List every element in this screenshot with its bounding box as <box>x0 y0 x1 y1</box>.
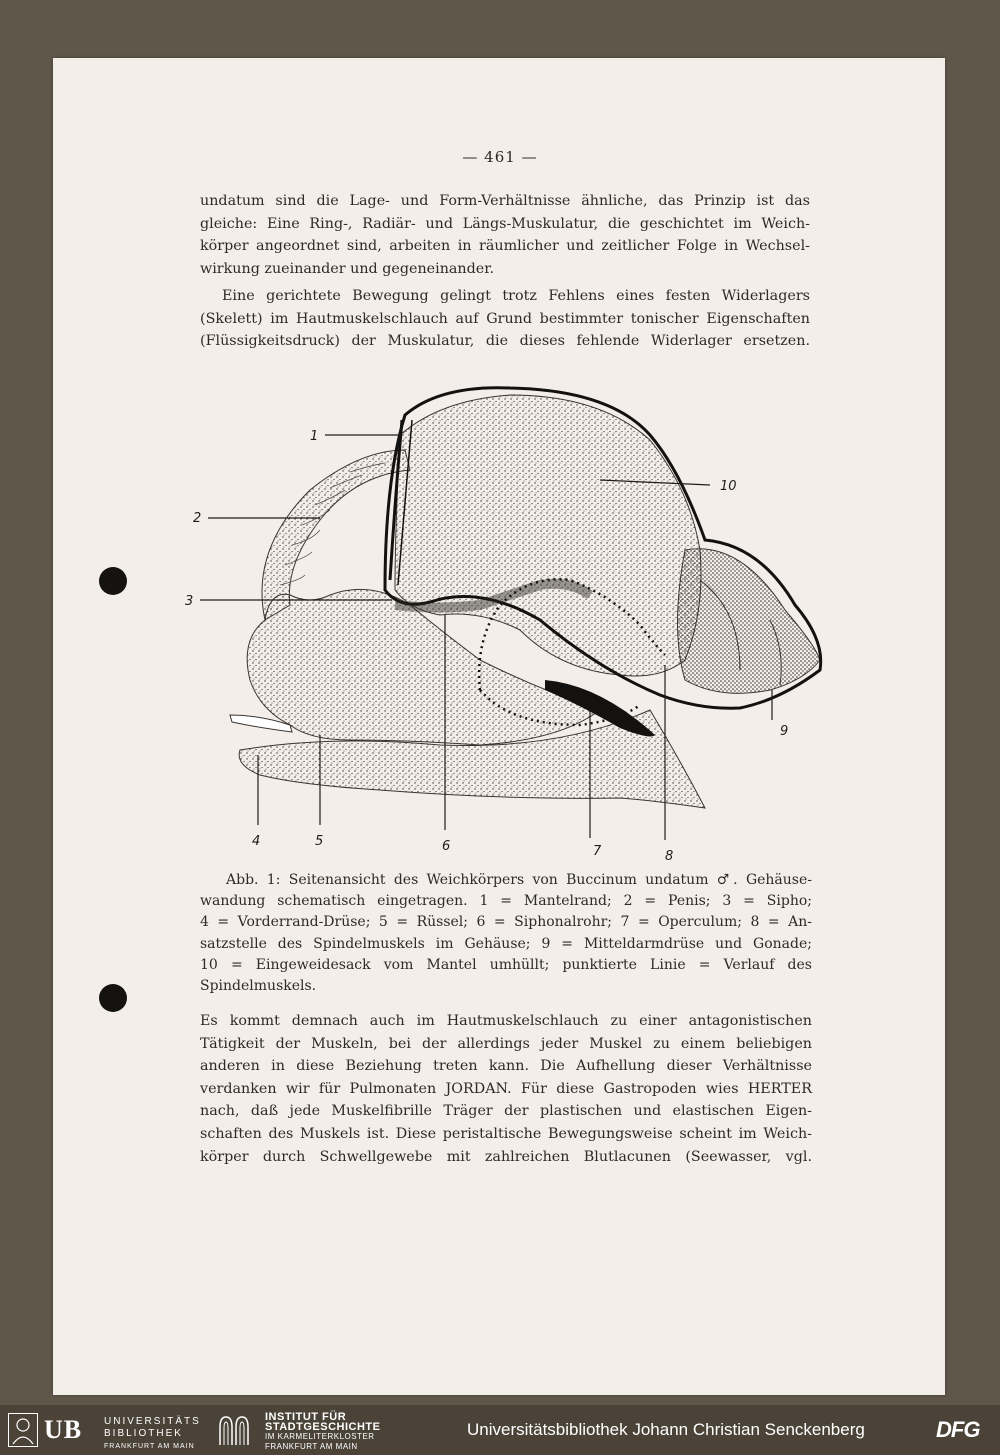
footer-bar <box>0 1405 1000 1455</box>
ub-line-1: UNIVERSITÄTS <box>104 1416 201 1427</box>
figure-label-9: 9 <box>780 724 789 739</box>
ub-abbrev: UB <box>44 1415 83 1444</box>
text-line: undatum sind die Lage- und Form-Verhältnisse ähnliche, das Prinzip ist das <box>200 193 810 209</box>
punch-hole-top <box>99 567 127 595</box>
text-line: (Flüssigkeitsdruck) der Muskulatur, die dieses fehlende Widerlager ersetzen. <box>200 333 810 350</box>
caption-line: wandung schematisch eingetragen. 1 = Mantelrand; 2 = Penis; 3 = Sipho; <box>200 893 812 910</box>
isg-line-4: FRANKFURT AM MAIN <box>265 1442 358 1451</box>
figure-label-4: 4 <box>252 834 261 849</box>
isg-line-1: INSTITUT FÜR <box>265 1411 347 1423</box>
paragraph-2 <box>200 285 810 353</box>
text-line: gleiche: Eine Ring-, Radiär- und Längs-Muskulatur, die geschichtet im Weich- <box>200 215 810 232</box>
text-line: verdanken wir für Pulmonaten JORDAN. Für diese Gastropoden wies HERTER <box>200 1080 812 1097</box>
figure-label-5: 5 <box>315 834 324 849</box>
figure-label-3: 3 <box>185 594 194 609</box>
text-line: (Skelett) im Hautmuskelschlauch auf Grund bestimmter tonischer Eigenschaften <box>200 310 810 327</box>
ub-line-3: FRANKFURT AM MAIN <box>104 1443 195 1450</box>
figure-label-2: 2 <box>193 511 202 526</box>
caption-line: Abb. 1: Seitenansicht des Weichkörpers von Buccinum undatum ♂. Gehäuse- <box>226 872 812 888</box>
text-line: nach, daß jede Muskelfibrille Träger der plastischen und elastischen Eigen- <box>200 1103 812 1120</box>
caption-line: Spindelmuskels. <box>200 978 317 995</box>
caption-line: 4 = Vorderrand-Drüse; 5 = Rüssel; 6 = Siphonalrohr; 7 = Operculum; 8 = An- <box>200 914 812 931</box>
snail-anatomy-figure <box>180 380 840 870</box>
caption-line: 10 = Eingeweidesack vom Mantel umhüllt; punktierte Linie = Verlauf des <box>200 956 812 973</box>
dfg-logo[interactable]: DFG <box>936 1417 980 1442</box>
figure-caption <box>200 870 812 997</box>
snail-illustration <box>180 380 840 870</box>
figure-label-6: 6 <box>442 839 451 854</box>
figure-label-8: 8 <box>665 849 674 864</box>
library-title[interactable]: Universitätsbibliothek Johann Christian Senckenberg <box>467 1420 865 1439</box>
paragraph-1 <box>200 190 810 280</box>
text-line: schaften des Muskels ist. Diese peristaltische Bewegungsweise scheint im Weich- <box>200 1125 812 1142</box>
text-line: anderen in diese Beziehung treten kann. Die Aufhellung dieser Verhältnisse <box>200 1058 812 1075</box>
text-line: Es kommt demnach auch im Hautmuskelschlauch zu einer antagonistischen <box>200 1013 812 1029</box>
isg-name <box>265 1412 380 1452</box>
text-line: wirkung zueinander und gegeneinander. <box>200 260 495 277</box>
caption-line: satzstelle des Spindelmuskels im Gehäuse; 9 = Mitteldarmdrüse und Gonade; <box>200 935 812 952</box>
page-number: — 461 — <box>462 148 538 166</box>
punch-hole-bottom <box>99 984 127 1012</box>
isg-line-2: STADTGESCHICHTE <box>265 1421 381 1433</box>
ub-portrait-icon <box>8 1413 38 1447</box>
isg-line-3: IM KARMELITERKLOSTER <box>265 1432 375 1441</box>
isg-building-icon[interactable] <box>218 1413 254 1447</box>
text-line: körper durch Schwellgewebe mit zahlreichen Blutlacunen (Seewasser, vgl. <box>200 1148 812 1165</box>
figure-label-1: 1 <box>310 429 319 444</box>
figure-label-7: 7 <box>593 844 602 859</box>
ub-line-2: BIBLIOTHEK <box>104 1428 183 1439</box>
figure-label-10: 10 <box>720 479 737 494</box>
text-line: körper angeordnet sind, arbeiten in räumlicher und zeitlicher Folge in Wechsel- <box>200 238 810 255</box>
text-line: Eine gerichtete Bewegung gelingt trotz Fehlens eines festen Widerlagers <box>222 288 810 304</box>
text-line: Tätigkeit der Muskeln, bei der allerdings jeder Muskel zu einem beliebigen <box>200 1035 812 1052</box>
ub-name <box>104 1417 201 1452</box>
paragraph-3 <box>200 1010 812 1168</box>
